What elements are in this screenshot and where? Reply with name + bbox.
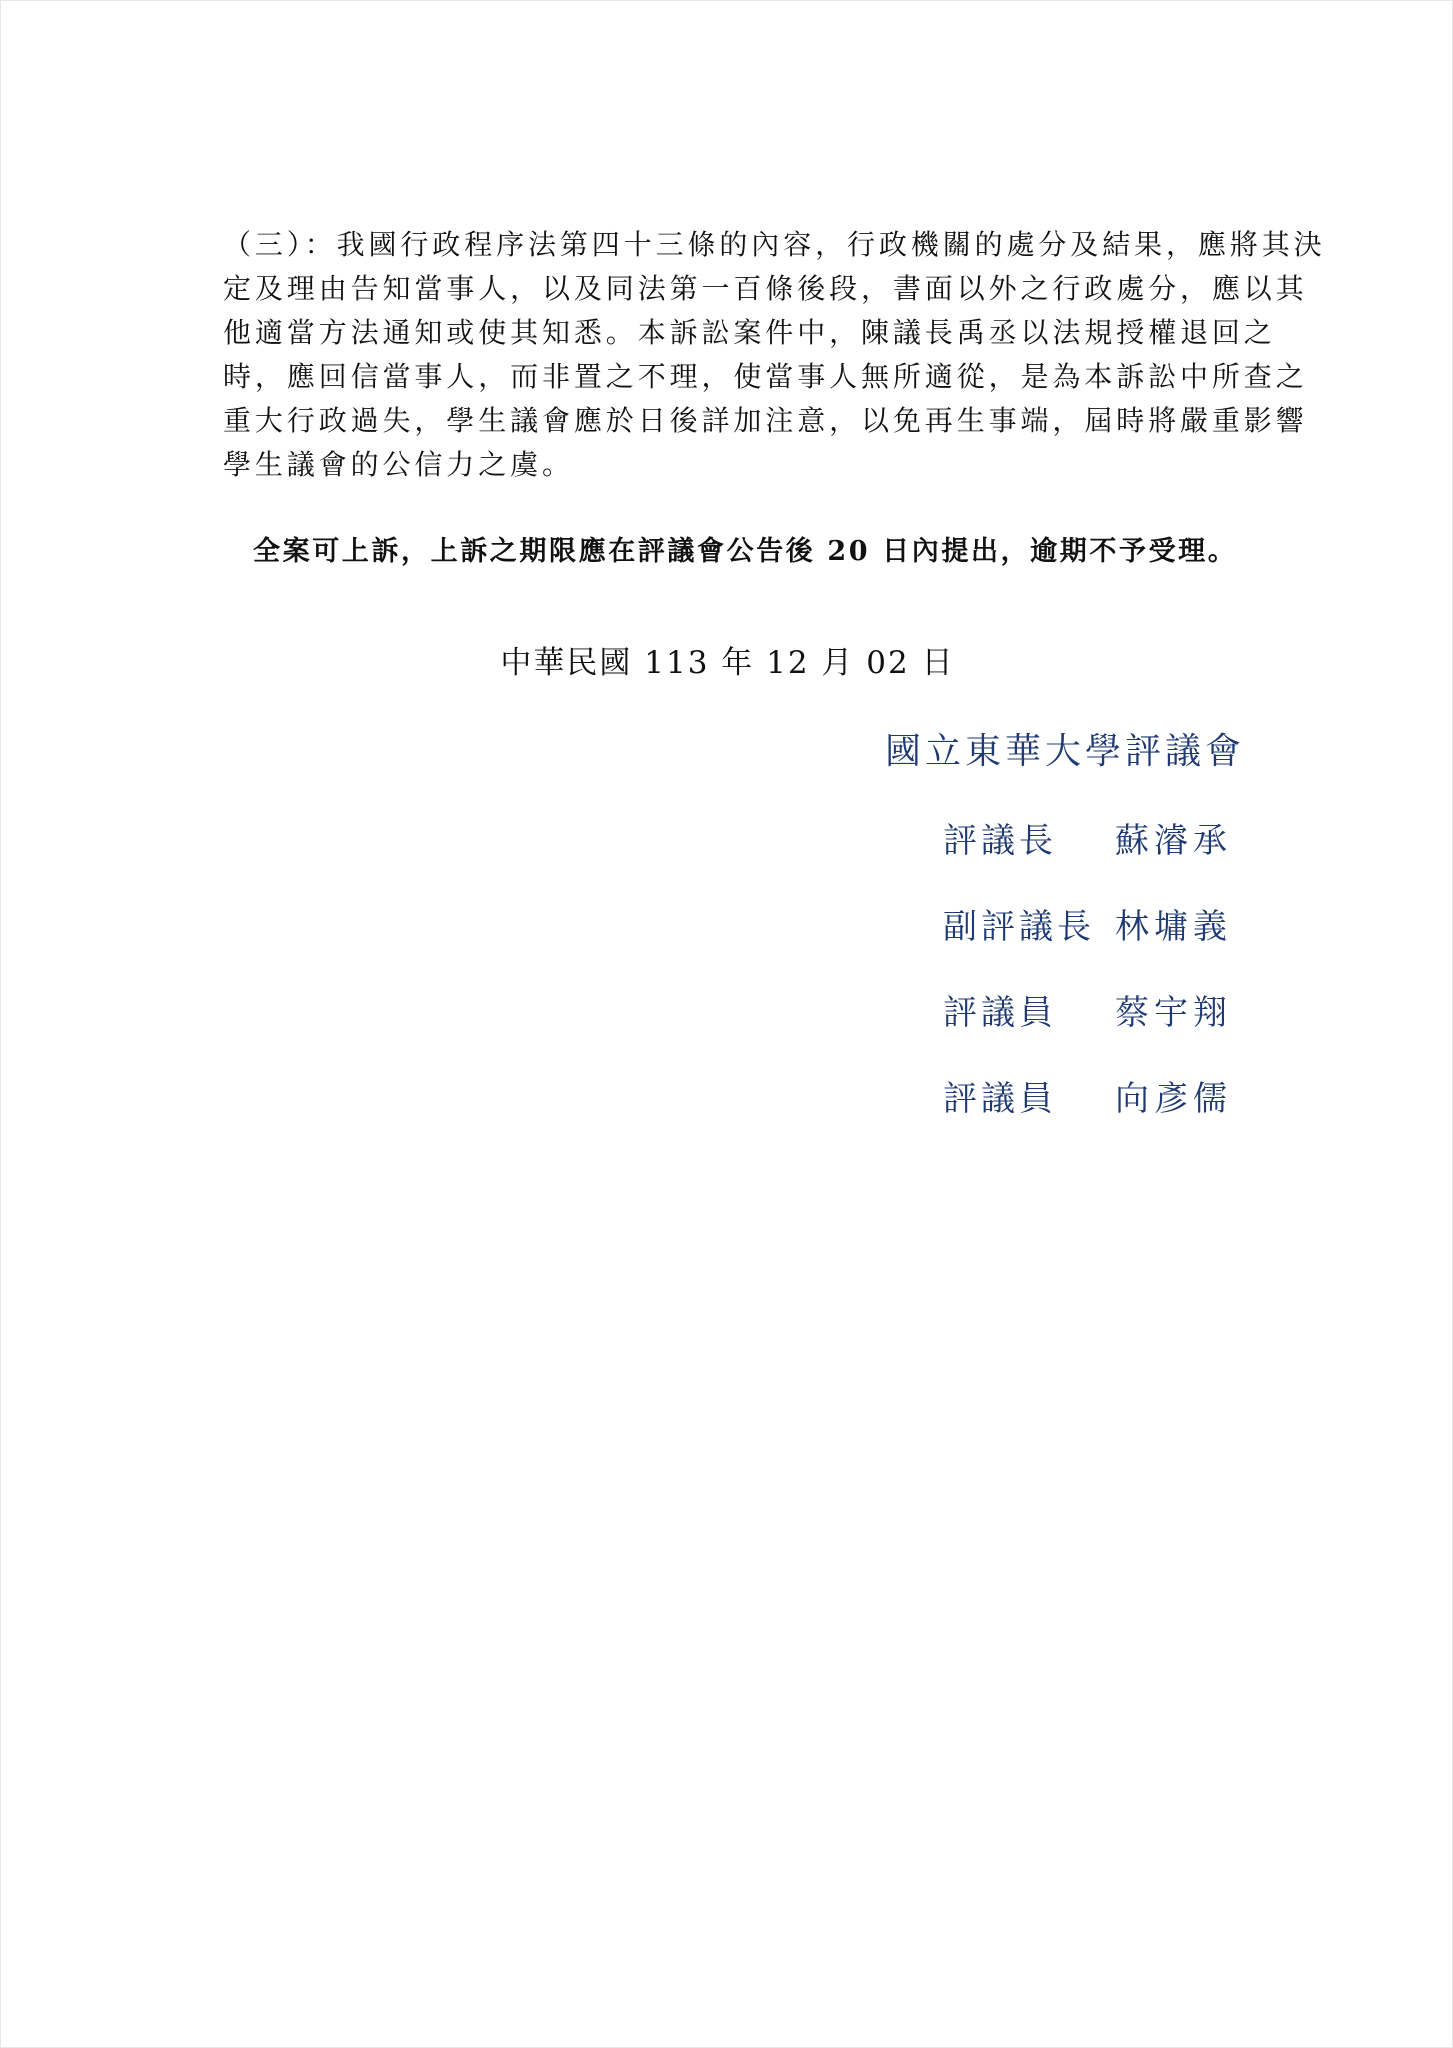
signatory-deputy-chief	[943, 899, 1232, 948]
signatory-name: 蔡宇翔	[1115, 993, 1232, 1033]
signatory-role: 評議長	[943, 821, 1057, 861]
signatory-member	[943, 985, 1232, 1034]
paragraph-line: 他適當方法通知或使其知悉。本訴訟案件中，陳議長禹丞以法規授權退回之	[223, 316, 1276, 349]
paragraph-line: 時，應回信當事人，而非置之不理，使當事人無所適從，是為本訴訟中所查之	[223, 360, 1308, 393]
paragraph-line: 重大行政過失，學生議會應於日後詳加注意，以免再生事端，屆時將嚴重影響	[223, 404, 1308, 437]
signatory-role: 評議員	[943, 1079, 1057, 1119]
signatory-role: 副評議長	[943, 907, 1095, 947]
reasoning-paragraph	[223, 223, 1326, 487]
signing-organization: 國立東華大學評議會	[885, 731, 1246, 772]
document-date: 中華民國 113 年 12 月 02 日	[500, 645, 955, 681]
paragraph-line: 定及理由告知當事人，以及同法第一百條後段，書面以外之行政處分，應以其	[223, 272, 1308, 305]
signatory-name: 蘇濬承	[1115, 821, 1232, 861]
signatory-chief-justice	[943, 813, 1232, 862]
paragraph-line: （三）：我國行政程序法第四十三條的內容，行政機關的處分及結果，應將其決	[223, 228, 1326, 261]
signatory-name: 向彥儒	[1115, 1079, 1232, 1119]
signatory-name: 林墉義	[1115, 907, 1232, 947]
signatory-member	[943, 1071, 1232, 1120]
paragraph-line: 學生議會的公信力之虞。	[223, 448, 574, 481]
appeal-notice: 全案可上訴，上訴之期限應在評議會公告後 20 日內提出，逾期不予受理。	[253, 536, 1238, 567]
signatory-role: 評議員	[943, 993, 1057, 1033]
